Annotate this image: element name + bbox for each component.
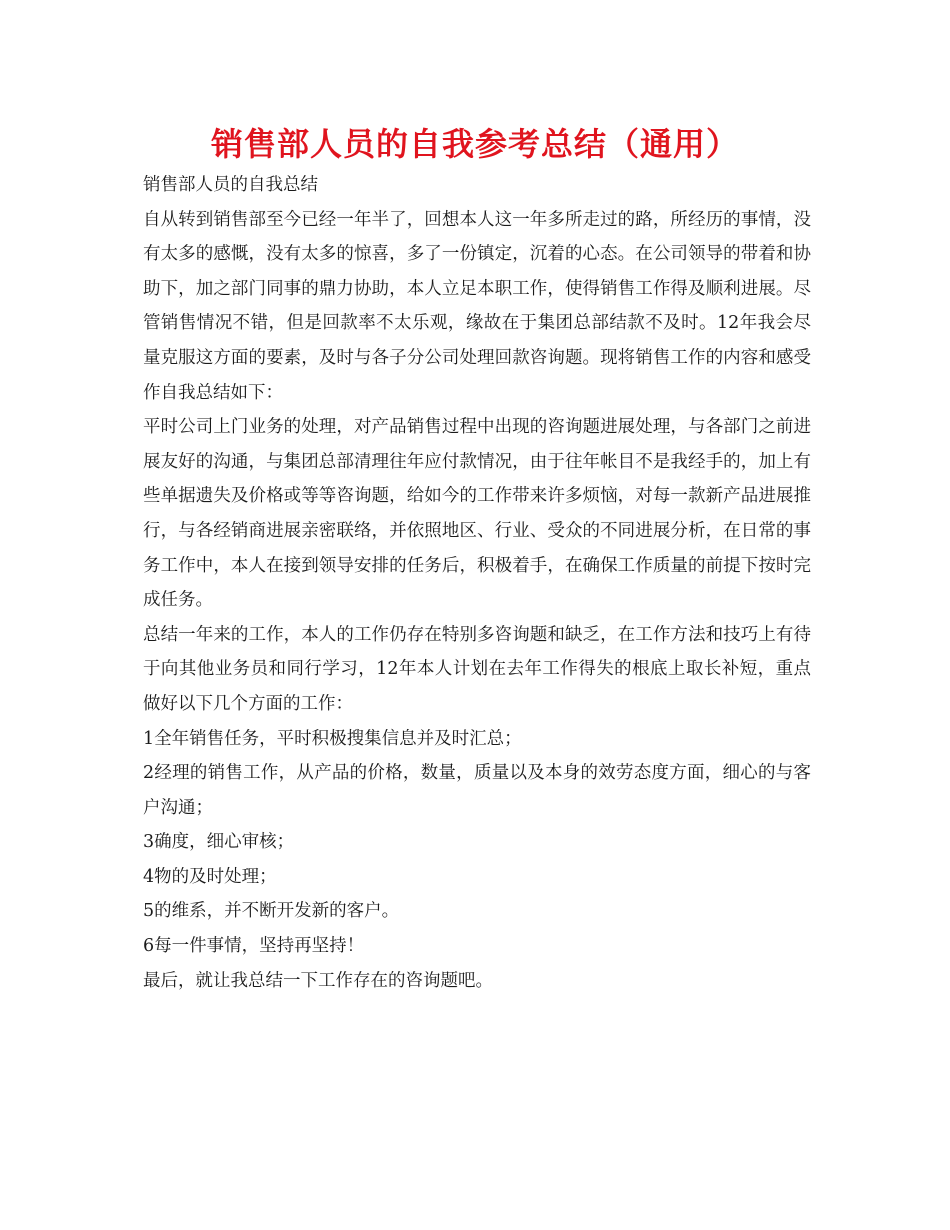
plan-item-6: 6每一件事情，坚持再坚持！ — [143, 936, 365, 957]
plan-item-3: 3确度，细心审核； — [143, 832, 295, 853]
intro-paragraph: 自从转到销售部至今已经一年半了，回想本人这一年多所走过的路，所经历的事情，没有太多的感慨，没有太多的惊喜，多了一份镇定，沉着的心态。在公司领导的带着和协助下，加之部门同事的鼎力协助，本人立足本职工作，使得销售工作得及顺利进展。尽管销售情况不错，但是回款率不太乐观，缘故在于集团总部结款不及时。12年我会尽量克服这方面的要素，及时与各子分公司处理回款咨询题。现将销售工作的内容和感受作自我总结如下： — [143, 209, 811, 403]
document-title: 销售部人员的自我参考总结（通用） — [210, 125, 739, 163]
subtitle-paragraph: 销售部人员的自我总结 — [143, 175, 318, 195]
plan-item-4: 4物的及时处理； — [143, 866, 277, 887]
closing-paragraph: 最后，就让我总结一下工作存在的咨询题吧。 — [143, 970, 493, 991]
daily-work-paragraph: 平时公司上门业务的处理，对产品销售过程中出现的咨询题进展处理，与各部门之前进展友好的沟通，与集团总部清理往年应付款情况，由于往年帐目不是我经手的，加上有些单据遗失及价格或等等咨询题，给如今的工作带来许多烦恼，对每一款新产品进展推行，与各经销商进展亲密联络，并依照地区、行业、受众的不同进展分析，在日常的事务工作中，本人在接到领导安排的任务后，积极着手，在确保工作质量的前提下按时完成任务。 — [143, 417, 811, 611]
plan-item-5: 5的维系，并不断开发新的客户。 — [143, 901, 400, 922]
plan-item-2: 2经理的销售工作，从产品的价格，数量，质量以及本身的效劳态度方面，细心的与客户沟通； — [143, 763, 811, 818]
plan-item-1: 1全年销售任务，平时积极搜集信息并及时汇总； — [143, 728, 522, 749]
summary-paragraph: 总结一年来的工作，本人的工作仍存在特别多咨询题和缺乏，在工作方法和技巧上有待于向其他业务员和同行学习，12年本人计划在去年工作得失的根底上取长补短，重点做好以下几个方面的工作： — [143, 624, 811, 714]
document-body — [143, 168, 811, 998]
